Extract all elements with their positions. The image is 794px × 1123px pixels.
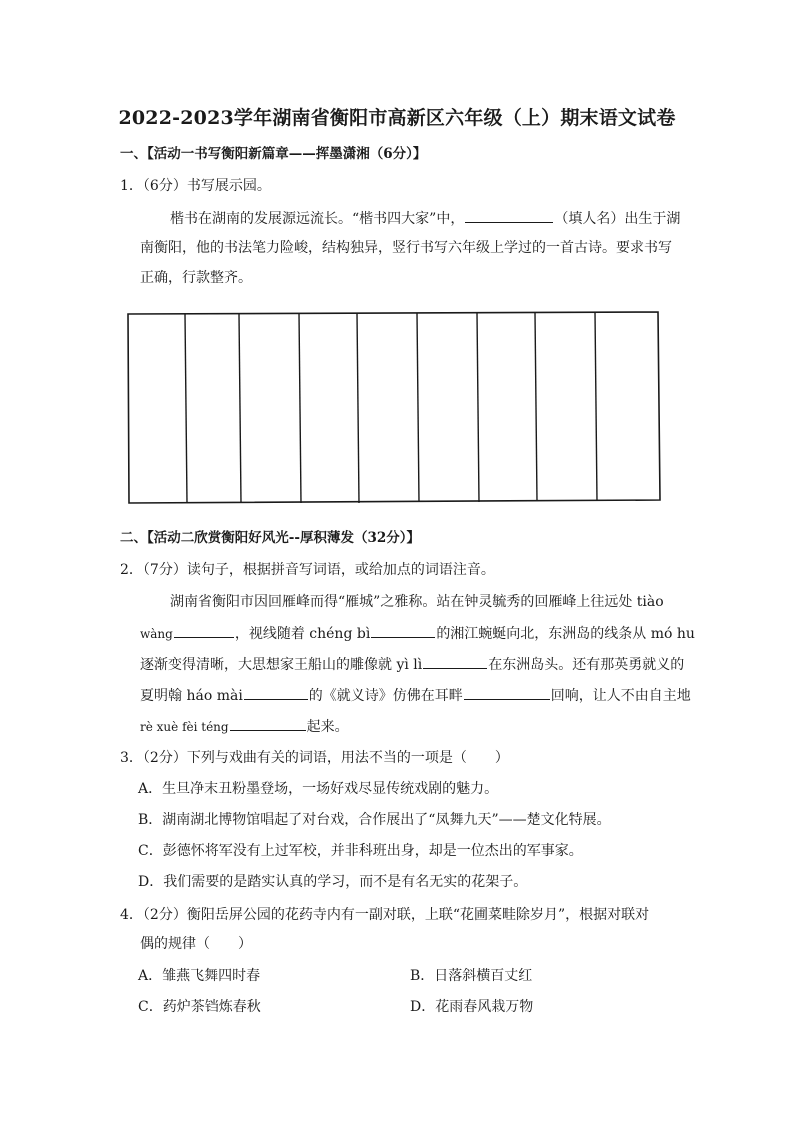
grid-column-line xyxy=(477,313,479,502)
question-4-stem-line-1: 4．（2分）衡阳岳屏公园的花药寺内有一副对联，上联“花圃菜畦除岁月”，根据对联对 xyxy=(120,907,650,923)
question-2-text: 的《就义诗》仿佛在耳畔 xyxy=(308,688,463,704)
section-heading-1: 一、【活动一书写衡阳新篇章——挥墨潇湘（6分）】 xyxy=(120,146,427,162)
question-2-text: 的湘江蜿蜒向北，东洲岛的线条从 mó hu xyxy=(436,626,695,642)
answer-blank[interactable] xyxy=(174,623,234,638)
grid-column-line xyxy=(417,313,419,502)
answer-blank[interactable] xyxy=(465,208,553,223)
question-4-option-d[interactable]: D．花雨春风栽万物 xyxy=(410,999,534,1015)
page-title: 2022-2023学年湖南省衡阳市高新区六年级（上）期末语文试卷 xyxy=(118,107,676,129)
answer-blank[interactable] xyxy=(230,716,306,731)
question-2-text: 起来。 xyxy=(306,719,349,735)
question-2-text: 在东洲岛头。还有那英勇就义的 xyxy=(488,657,685,673)
question-4-option-c[interactable]: C．药炉茶铛炼春秋 xyxy=(138,999,261,1015)
question-4-stem-line-2: 偶的规律（ ） xyxy=(140,936,252,952)
question-2-line-2 xyxy=(140,623,695,644)
grid-column-line xyxy=(239,314,241,503)
question-2-line-4 xyxy=(140,685,691,706)
question-2-text: 夏明翰 háo mài xyxy=(140,688,243,704)
answer-blank[interactable] xyxy=(244,685,308,700)
question-2-line-3 xyxy=(140,654,684,675)
question-2-text: 回响，让人不由自主地 xyxy=(550,688,691,704)
question-1-text-a: 楷书在湖南的发展源远流长。“楷书四大家”中， xyxy=(170,211,465,227)
grid-column-line xyxy=(357,313,359,503)
grid-column-line xyxy=(185,314,187,503)
writing-grid[interactable] xyxy=(127,310,661,504)
question-3-option-d[interactable]: D．我们需要的是踏实认真的学习，而不是有名无实的花架子。 xyxy=(138,874,528,890)
question-4-option-a[interactable]: A．雏燕飞舞四时春 xyxy=(138,968,261,984)
question-2-stem: 2．（7分）读句子，根据拼音写词语，或给加点的词语注音。 xyxy=(120,562,495,578)
question-1-paragraph-line-1 xyxy=(170,208,680,229)
question-3-stem: 3．（2分）下列与戏曲有关的词语，用法不当的一项是（ ） xyxy=(120,750,509,766)
grid-column-line xyxy=(299,313,301,503)
pinyin-text: rè xuè fèi téng xyxy=(140,720,229,734)
answer-blank[interactable] xyxy=(423,654,487,669)
question-1-paragraph-line-2: 南衡阳，他的书法笔力险峻，结构独异，竖行书写六年级上学过的一首古诗。要求书写 xyxy=(140,240,672,256)
question-2-text: ，视线随着 chéng bì xyxy=(234,626,371,642)
section-heading-2: 二、【活动二欣赏衡阳好风光--厚积薄发（32分）】 xyxy=(120,530,420,546)
grid-column-line xyxy=(595,312,597,501)
pinyin-text: wàng xyxy=(140,627,173,641)
question-2-line-1: 湖南省衡阳市因回雁峰而得“雁城”之雅称。站在钟灵毓秀的回雁峰上往远处 tiào xyxy=(170,594,664,610)
question-1-stem: 1．（6分）书写展示园。 xyxy=(120,178,271,194)
answer-blank[interactable] xyxy=(464,685,550,700)
question-1-paragraph-line-3: 正确，行款整齐。 xyxy=(140,270,252,286)
grid-column-line xyxy=(535,313,537,501)
question-3-option-b[interactable]: B．湖南湖北博物馆唱起了对台戏，合作展出了“凤舞九天”——楚文化特展。 xyxy=(138,812,611,828)
question-3-option-a[interactable]: A．生旦净末丑粉墨登场，一场好戏尽显传统戏剧的魅力。 xyxy=(138,781,499,797)
question-1-text-b: （填人名）出生于湖 xyxy=(554,211,681,227)
question-3-option-c[interactable]: C．彭德怀将军没有上过军校，并非科班出身，却是一位杰出的军事家。 xyxy=(138,843,583,859)
question-2-text: 逐渐变得清晰，大思想家王船山的雕像就 yì lì xyxy=(140,657,423,673)
question-4-option-b[interactable]: B．日落斜横百丈红 xyxy=(410,968,533,984)
question-2-line-5 xyxy=(140,716,349,737)
grid-border xyxy=(128,312,660,503)
writing-grid-svg xyxy=(127,310,661,504)
answer-blank[interactable] xyxy=(371,623,435,638)
